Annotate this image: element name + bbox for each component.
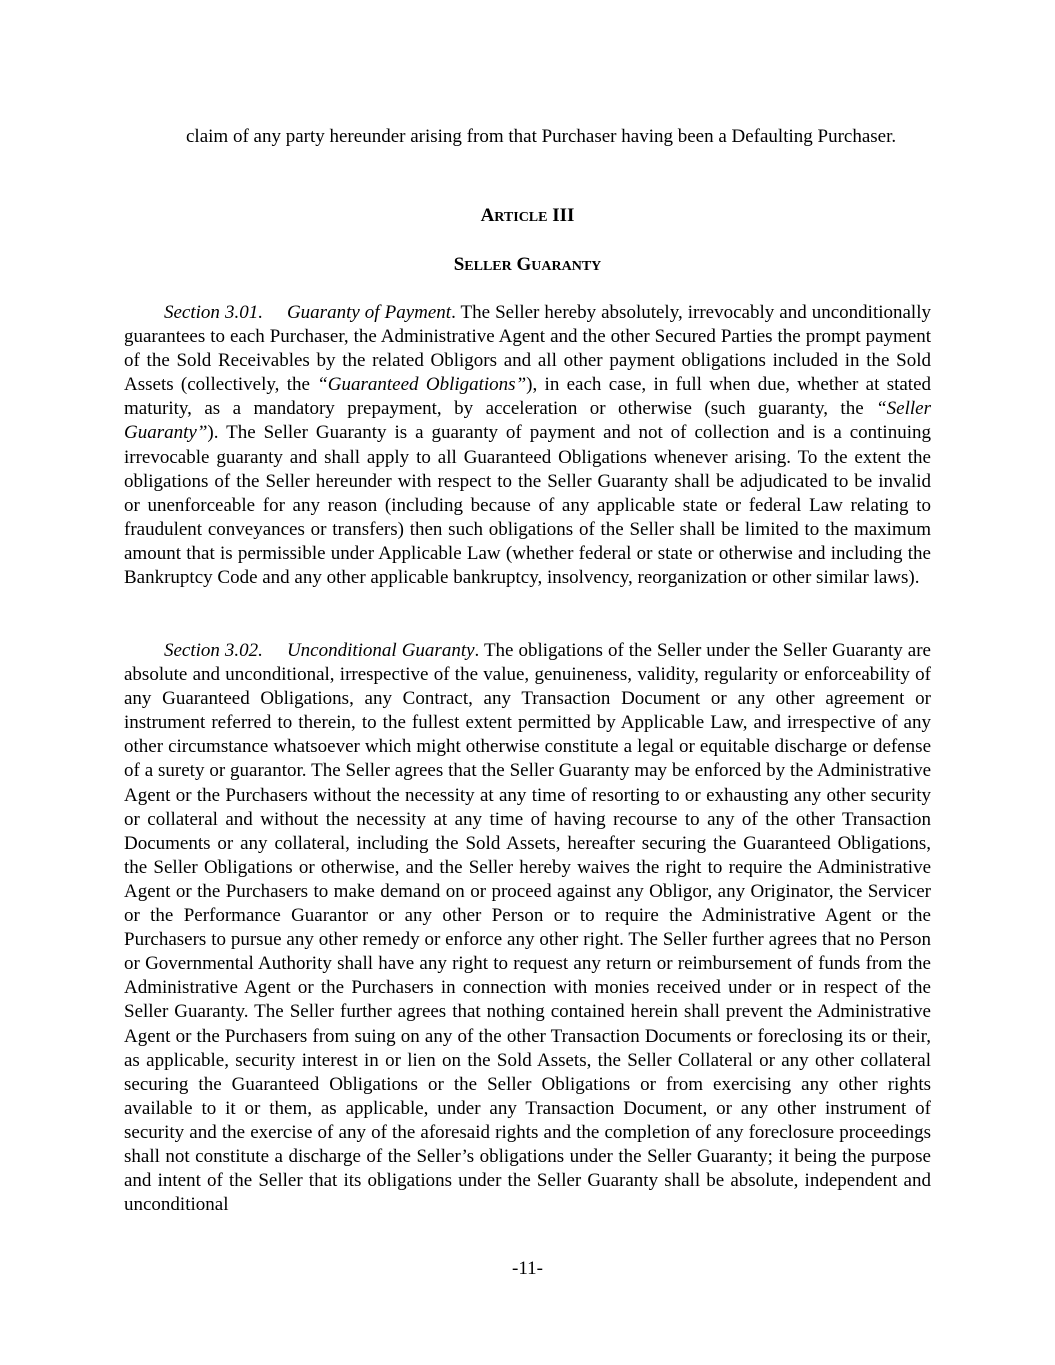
section-3-02-paragraph <box>124 639 931 1217</box>
article-title-word1-rest: ELLER <box>464 259 512 274</box>
section-3-01-text-part1: . The Seller hereby absolutely, irrevocably and unconditionally guarantees to each Purchaser, the Administrative Agent and the other Secured Parties the prompt payment of the Sold Receivables by the related Obligors and all other payment obligations included in the Sold Assets (collectively, the <box>124 302 931 396</box>
article-title <box>124 253 931 279</box>
section-3-01-title: Guaranty of Payment <box>286 302 452 323</box>
article-number: III <box>552 205 575 226</box>
article-title-word1-first: S <box>453 254 465 275</box>
defined-term-guaranteed-obligations: “Guaranteed Obligations” <box>317 374 527 396</box>
section-3-01-paragraph <box>124 301 931 590</box>
section-3-02-title: Unconditional Guaranty <box>286 640 475 661</box>
section-3-02-text: . The obligations of the Seller under the Seller Guaranty are absolute and unconditional, irrespective of the value, genuineness, validity, regularity or enforceability of any Guaranteed Obligations, any Contract, any Transaction Document or any other agreement or instrument referred to therein, to the fullest extent permitted by Applicable Law, and irrespective of any other circumstance whatsoever which might otherwise constitute a legal or equitable discharge or defense of a surety or guarantor. The Seller agrees that the Seller Guaranty may be enforced by the Administrative Agent or the Purchasers without the necessity at any time of resorting to or exhausting any other security or collateral and without the necessity at any time of having recourse to any of the other Transaction Documents or any collateral, including the Sold Assets, hereafter securing the Guaranteed Obligations, the Seller Obligations or otherwise, and the Seller hereby waives the right to require the Administrative Agent or the Purchasers to make demand on or proceed against any Obligor, any Originator, the Servicer or the Performance Guarantor or any other Person or to require the Administrative Agent or the Purchasers to pursue any other remedy or enforce any other right. The Seller further agrees that no Person or Governmental Authority shall have any right to request any return or reimbursement of funds from the Administrative Agent or the Purchasers in connection with monies received under or in respect of the Seller Guaranty. The Seller further agrees that nothing contained herein shall prevent the Administrative Agent or the Purchasers from suing on any of the other Transaction Documents or foreclosing its or their, as applicable, security interest in or lien on the Sold Assets, the Seller Collateral or any other collateral securing the Guaranteed Obligations or the Seller Obligations or from exercising any other rights available to it or them, as applicable, under any Transaction Document, or any other instrument of security and the exercise of any of the aforesaid rights and the completion of any foreclosure proceedings shall not constitute a discharge of the Seller’s obligations under the Seller Guaranty; it being the purpose and intent of the Seller that its obligations under the Seller Guaranty shall be absolute, independent and unconditional <box>124 640 931 1216</box>
page-number: -11- <box>512 1258 543 1279</box>
article-title-word2-rest: UARANTY <box>531 259 602 274</box>
article-heading <box>124 204 931 230</box>
article-title-word2-first: G <box>516 254 532 275</box>
section-3-01-text-part3: ). The Seller Guaranty is a guaranty of payment and not of collection and is a continuing irrevocable guaranty and shall apply to all Guaranteed Obligations whenever arising. To the extent the obligations of the Seller hereunder with respect to the Seller Guaranty shall be adjudicated to be invalid or unenforceable for any reason (including because of any applicable state or federal Law relating to fraudulent conveyances or transfers) then such obligations of the Seller shall be limited to the maximum amount that is permissible under Applicable Law (whether federal or state or otherwise and including the Bankruptcy Code and any other applicable bankruptcy, insolvency, reorganization or other similar laws). <box>124 422 931 589</box>
section-3-02-number: Section 3.02. <box>164 640 263 661</box>
defined-term-seller-guaranty: “Seller Guaranty” <box>124 398 931 444</box>
continuation-paragraph: claim of any party hereunder arising from that Purchaser having been a Defaulting Purchaser. <box>186 126 897 147</box>
section-3-01-text-part2: ), in each case, in full when due, whether at stated maturity, as a mandatory prepayment, by acceleration or otherwise (such guaranty, the <box>124 374 932 420</box>
article-label-first: A <box>480 205 495 226</box>
section-3-01-number: Section 3.01. <box>164 302 263 323</box>
article-label-rest: RTICLE <box>494 210 548 225</box>
